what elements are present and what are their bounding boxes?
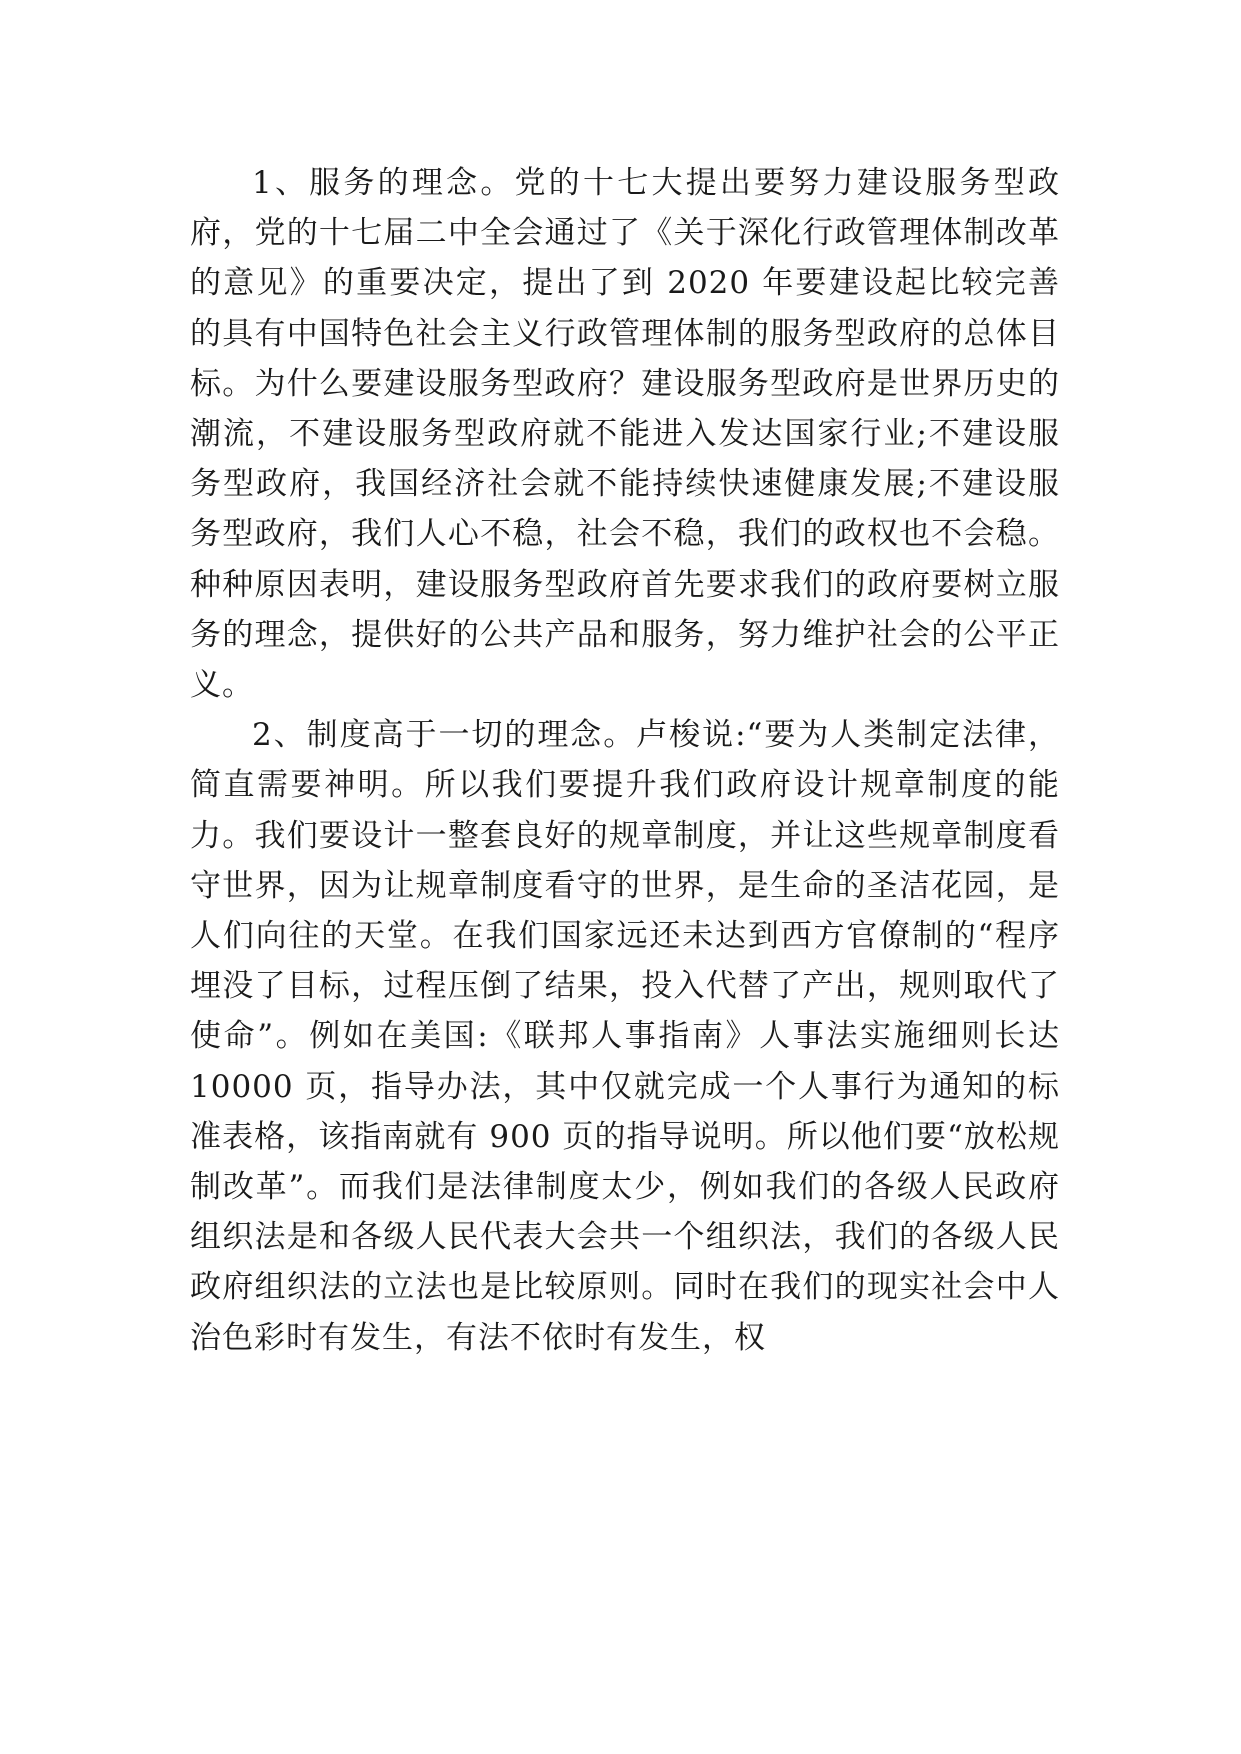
document-body bbox=[190, 158, 1060, 1363]
paragraph-institution-concept: 2、制度高于一切的理念。卢梭说:“要为人类制定法律，简直需要神明。所以我们要提升我们政府设计规章制度的能力。我们要设计一整套良好的规章制度，并让这些规章制度看守世界，因为让规章制度看守的世界，是生命的圣洁花园，是人们向往的天堂。在我们国家远还未达到西方官僚制的“程序埋没了目标，过程压倒了结果，投入代替了产出，规则取代了使命”。例如在美国:《联邦人事指南》人事法实施细则长达 10000 页，指导办法，其中仅就完成一个人事行为通知的标准表格，该指南就有 900 页的指导说明。所以他们要“放松规制改革”。而我们是法律制度太少，例如我们的各级人民政府组织法是和各级人民代表大会共一个组织法，我们的各级人民政府组织法的立法也是比较原则。同时在我们的现实社会中人治色彩时有发生，有法不依时有发生，权 bbox=[190, 717, 1060, 1356]
paragraph-service-concept: 1、服务的理念。党的十七大提出要努力建设服务型政府，党的十七届二中全会通过了《关于深化行政管理体制改革的意见》的重要决定，提出了到 2020 年要建设起比较完善的具有中国特色社会主义行政管理体制的服务型政府的总体目标。为什么要建设服务型政府？建设服务型政府是世界历史的潮流，不建设服务型政府就不能进入发达国家行业;不建设服务型政府，我国经济社会就不能持续快速健康发展;不建设服务型政府，我们人心不稳，社会不稳，我们的政权也不会稳。种种原因表明，建设服务型政府首先要求我们的政府要树立服务的理念，提供好的公共产品和服务，努力维护社会的公平正义。 bbox=[190, 165, 1060, 704]
